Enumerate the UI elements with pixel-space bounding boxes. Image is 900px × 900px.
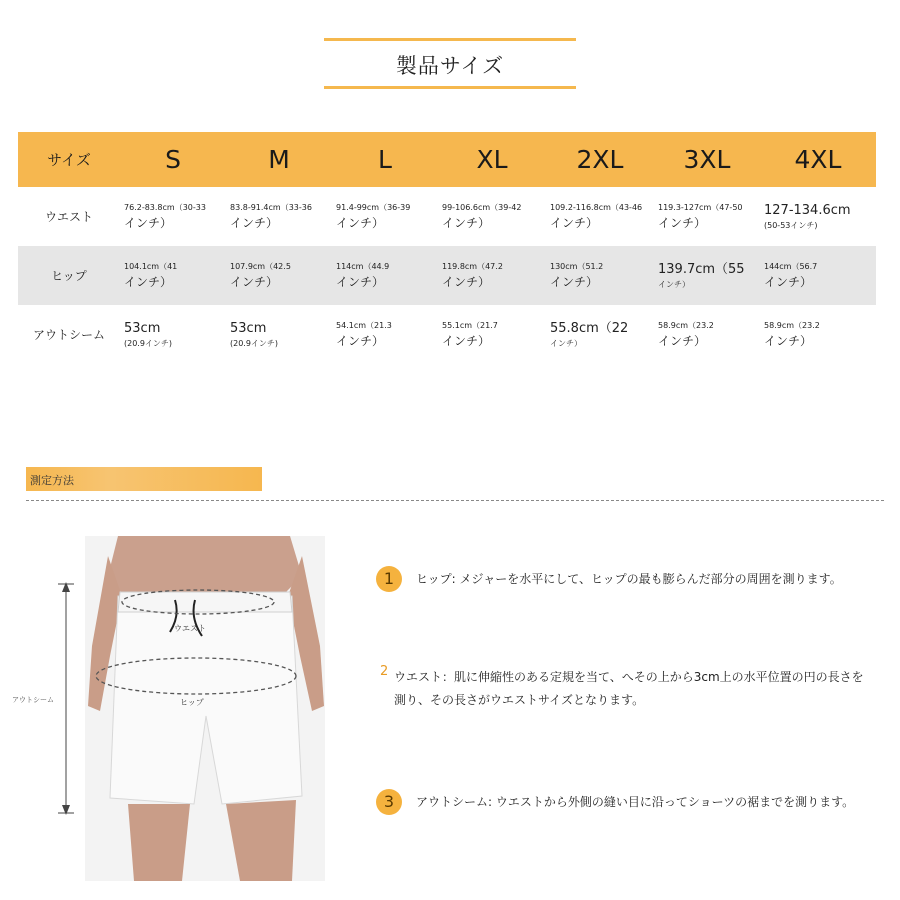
step-hip <box>376 566 866 616</box>
row-label-outseam: アウトシーム <box>18 305 120 364</box>
table-cell <box>438 305 546 364</box>
cell-value: 107.9cm（42.5 <box>230 261 291 271</box>
step-number-badge: 3 <box>376 789 402 815</box>
cell-value: 144cm（56.7 <box>764 261 818 271</box>
table-cell <box>120 187 226 246</box>
waistband <box>118 592 292 612</box>
figure-outseam-label: アウトシーム <box>12 696 54 704</box>
size-header-l: L <box>332 132 438 187</box>
cell-value: 119.3-127cm（47-50 <box>658 202 743 212</box>
row-label-waist: ウエスト <box>18 187 120 246</box>
cell-value: 76.2-83.8cm（30-33 <box>124 202 206 212</box>
shorts-model-illustration <box>30 536 350 881</box>
table-cell <box>438 246 546 305</box>
table-cell <box>226 246 332 305</box>
method-heading-bar <box>26 467 262 491</box>
cell-value: 139.7cm（55 <box>658 261 745 277</box>
cell-unit: インチ） <box>442 215 491 230</box>
cell-unit: インチ） <box>550 215 599 230</box>
cell-unit: インチ） <box>550 274 599 289</box>
page-title: 製品サイズ <box>395 54 505 78</box>
table-cell <box>120 305 226 364</box>
cell-value: 119.8cm（47.2 <box>442 261 503 271</box>
method-heading: 測定方法 <box>30 474 74 487</box>
title-top-rule <box>324 38 576 41</box>
table-cell <box>546 246 654 305</box>
cell-unit: インチ） <box>658 215 707 230</box>
size-header-xl: XL <box>438 132 546 187</box>
cell-unit: インチ） <box>764 274 813 289</box>
section-divider <box>26 500 884 501</box>
hip-row <box>18 246 876 305</box>
table-cell <box>120 246 226 305</box>
cell-value: 99-106.6cm（39-42 <box>442 202 522 212</box>
table-cell <box>654 246 760 305</box>
size-table <box>18 132 876 364</box>
table-cell <box>226 187 332 246</box>
step-number-badge: 2 <box>380 664 389 679</box>
step-waist <box>376 664 866 714</box>
table-cell <box>438 187 546 246</box>
title-bottom-rule <box>324 86 576 89</box>
size-header-row <box>18 132 876 187</box>
cell-value: 109.2-116.8cm（43-46 <box>550 202 643 212</box>
cell-value: 53cm <box>124 320 161 336</box>
step-number-badge: 1 <box>376 566 402 592</box>
table-cell <box>760 187 876 246</box>
step-outseam <box>376 789 866 839</box>
cell-unit: インチ） <box>550 338 582 348</box>
table-cell <box>332 305 438 364</box>
cell-value: 58.9cm（23.2 <box>764 320 820 330</box>
cell-value: 114cm（44.9 <box>336 261 390 271</box>
cell-unit: インチ） <box>764 333 813 348</box>
row-label-hip: ヒップ <box>18 246 120 305</box>
table-cell <box>332 246 438 305</box>
cell-unit: インチ） <box>230 274 279 289</box>
cell-value: 104.1cm（41 <box>124 261 178 271</box>
cell-unit: インチ） <box>442 333 491 348</box>
table-cell <box>760 305 876 364</box>
cell-unit: インチ） <box>336 333 385 348</box>
cell-value: 55.1cm（21.7 <box>442 320 498 330</box>
table-cell <box>654 305 760 364</box>
cell-value: 83.8-91.4cm（33-36 <box>230 202 312 212</box>
table-cell <box>760 246 876 305</box>
size-header-4xl: 4XL <box>760 132 876 187</box>
table-cell <box>226 305 332 364</box>
cell-value: 54.1cm（21.3 <box>336 320 392 330</box>
size-header-3xl: 3XL <box>654 132 760 187</box>
cell-unit: (20.9インチ) <box>124 338 173 348</box>
step-text: ヒップ: メジャーを水平にして、ヒップの最も膨らんだ部分の周囲を測ります。 <box>416 572 842 586</box>
outseam-row <box>18 305 876 364</box>
cell-unit: インチ） <box>124 215 173 230</box>
cell-unit: インチ） <box>658 333 707 348</box>
cell-value: 130cm（51.2 <box>550 261 604 271</box>
table-cell <box>332 187 438 246</box>
cell-unit: インチ） <box>658 279 690 289</box>
figure-hip-label: ヒップ <box>180 698 204 707</box>
cell-value: 53cm <box>230 320 267 336</box>
size-header-label: サイズ <box>18 132 120 187</box>
cell-value: 55.8cm（22 <box>550 320 629 336</box>
title-block <box>324 38 576 90</box>
size-header-s: S <box>120 132 226 187</box>
cell-value: 127-134.6cm <box>764 202 851 218</box>
size-header-m: M <box>226 132 332 187</box>
cell-unit: (50-53インチ) <box>764 220 818 230</box>
cell-unit: インチ） <box>230 215 279 230</box>
cell-value: 91.4-99cm（36-39 <box>336 202 411 212</box>
table-cell <box>546 187 654 246</box>
left-leg <box>128 804 190 881</box>
cell-unit: インチ） <box>442 274 491 289</box>
cell-unit: インチ） <box>336 215 385 230</box>
cell-unit: インチ） <box>124 274 173 289</box>
torso-skin <box>108 536 302 598</box>
cell-unit: インチ） <box>336 274 385 289</box>
cell-unit: (20.9インチ) <box>230 338 279 348</box>
step-text: ウエスト：肌に伸縮性のある定規を当て、へその上から3cm上の水平位置の円の長さを測り、その長さがウエストサイズとなります。 <box>394 670 864 707</box>
waist-row <box>18 187 876 246</box>
step-text: アウトシーム: ウエストから外側の縫い目に沿ってショーツの裾までを測ります。 <box>416 795 855 809</box>
cell-value: 58.9cm（23.2 <box>658 320 714 330</box>
table-cell <box>654 187 760 246</box>
table-cell <box>546 305 654 364</box>
figure-waist-label: ウエスト <box>174 624 206 633</box>
size-header-2xl: 2XL <box>546 132 654 187</box>
